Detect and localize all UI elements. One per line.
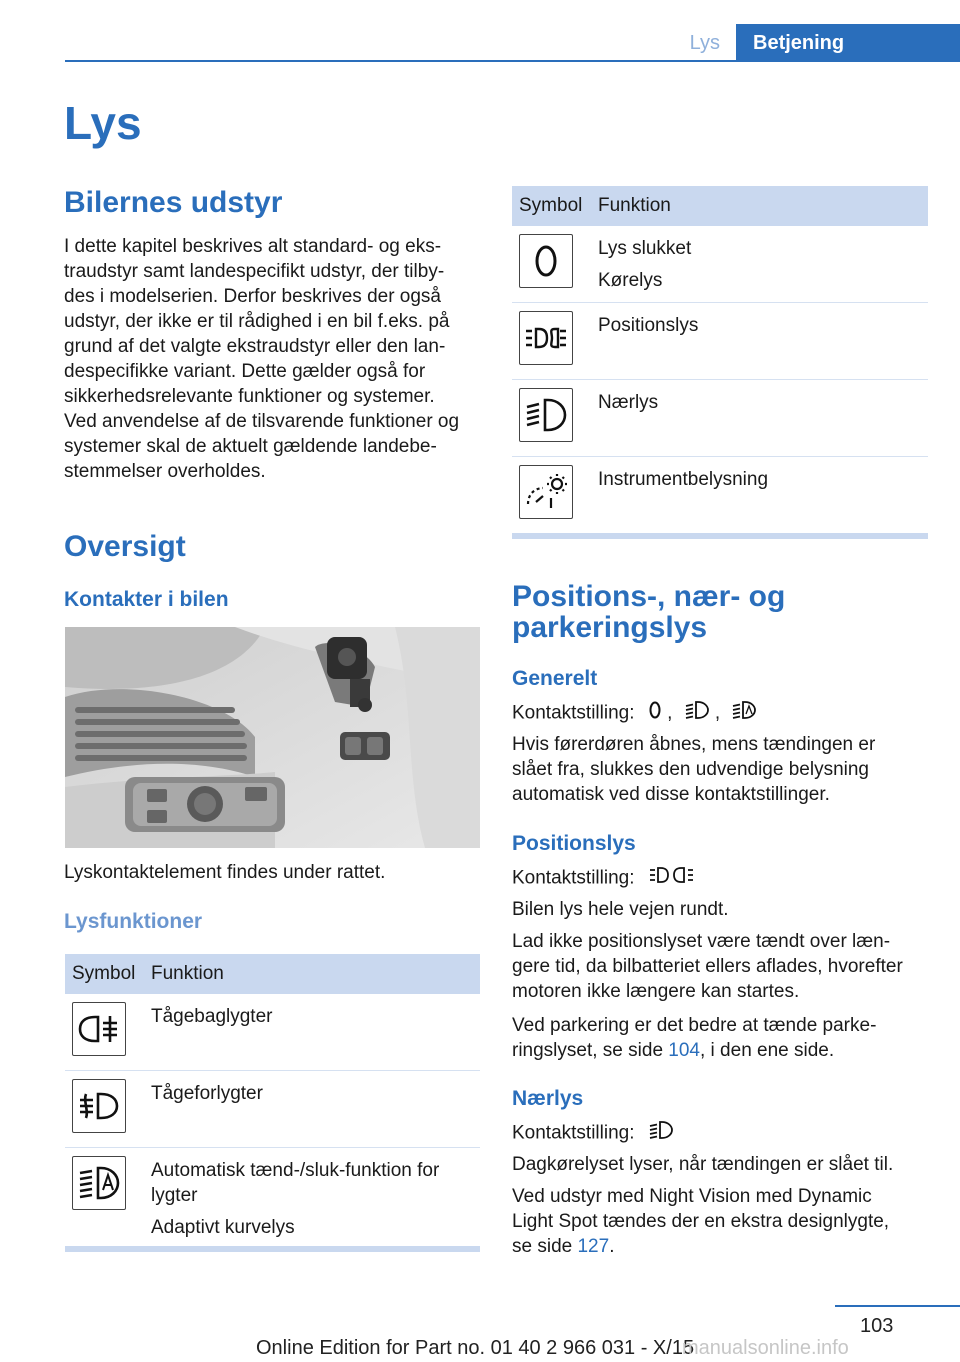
rear-fog-light-icon xyxy=(72,1002,126,1056)
page-link-104[interactable]: 104 xyxy=(668,1040,700,1061)
text-line: udstyr, der ikke er til rådighed i en bil f.eks. på xyxy=(64,311,450,332)
zero-position-icon xyxy=(519,234,573,288)
heading-kontakter: Kontakter i bilen xyxy=(64,588,229,611)
kontakt-label: Kontaktstilling: xyxy=(512,702,635,724)
low-beam-icon xyxy=(519,388,573,442)
heading-generelt: Generelt xyxy=(512,667,598,690)
separator: , xyxy=(714,702,721,724)
page-number: 103 xyxy=(860,1315,894,1337)
row-function-text: Adaptivt kurvelys xyxy=(151,1217,295,1238)
page-header xyxy=(0,0,960,62)
text-line: motoren ikke længere kan startes. xyxy=(512,981,800,1002)
row-function-text: Tågeforlygter xyxy=(151,1083,263,1104)
parking-light-icon xyxy=(519,311,573,365)
text-line: slået fra, slukkes den udvendige belysning xyxy=(512,759,870,780)
udstyr-paragraph xyxy=(64,234,484,484)
text-line: Ved udstyr med Night Vision med Dynamic xyxy=(512,1186,872,1207)
col-symbol-header: Symbol xyxy=(519,195,583,216)
text-line: traudstyr samt landespecifikt udstyr, der tilby- xyxy=(64,261,445,282)
row-function-text: Instrumentbelysning xyxy=(598,469,769,490)
header-chapter-tab: Betjening xyxy=(736,24,960,62)
positionslys-p2 xyxy=(512,929,942,1004)
text-line: Ved parkering er det bedre at tænde parke- xyxy=(512,1015,877,1036)
table-header xyxy=(65,954,480,994)
heading-bilernes-udstyr: Bilernes udstyr xyxy=(64,186,283,219)
row-function-text: Lys slukket xyxy=(598,238,692,259)
table-header xyxy=(512,186,928,226)
naerlys-p1: Dagkørelyset lyser, når tændingen er slået til. xyxy=(512,1154,894,1175)
text-line: automatisk ved disse kontaktstillinger. xyxy=(512,784,830,805)
row-function-text: Kørelys xyxy=(598,270,663,291)
table-row xyxy=(512,303,928,380)
footer-edition: Online Edition for Part no. 01 40 2 966 031 - X/15 xyxy=(256,1337,695,1359)
generelt-paragraph xyxy=(512,732,932,807)
naerlys-p2 xyxy=(512,1184,942,1259)
heading-naerlys: Nærlys xyxy=(512,1087,584,1110)
positionslys-kontakt-line xyxy=(512,865,696,892)
col-symbol-header: Symbol xyxy=(72,963,136,984)
heading-positions-naer-parkeringslys xyxy=(512,581,785,643)
text-line: Light Spot tændes der en ekstra designlygte, xyxy=(512,1211,890,1232)
photo-caption: Lyskontaktelement findes under rattet. xyxy=(64,862,386,883)
table-row xyxy=(512,457,928,533)
separator: , xyxy=(667,702,673,724)
table-bottom-rule xyxy=(512,533,928,539)
zero-position-icon xyxy=(648,700,662,727)
header-rule xyxy=(65,60,960,62)
page-link-127[interactable]: 127 xyxy=(577,1236,610,1257)
heading-line: Positions-, nær- og xyxy=(512,580,786,613)
table-row xyxy=(512,380,928,457)
generelt-kontakt-line xyxy=(512,700,932,727)
table-row xyxy=(65,994,480,1071)
col-funktion-header: Funktion xyxy=(598,195,671,216)
text-line xyxy=(512,1038,942,1063)
text-line: despecifikke variant. Dette gælder også for xyxy=(64,361,426,382)
footer-rule xyxy=(835,1305,960,1307)
text-line: stemmelser overholdes. xyxy=(64,461,266,482)
parking-light-icon xyxy=(648,865,696,892)
heading-lysfunktioner xyxy=(64,910,202,934)
heading-lysfunktioner-text: Lysfunktioner xyxy=(64,910,203,933)
table-row xyxy=(512,226,928,303)
low-beam-icon xyxy=(648,1120,674,1147)
text-line: I dette kapitel beskrives alt standard- og eks- xyxy=(64,236,442,257)
positionslys-p1: Bilen lys hele vejen rundt. xyxy=(512,899,729,920)
header-section: Lys xyxy=(689,32,720,54)
row-function-text: Nærlys xyxy=(598,392,659,413)
auto-headlight-icon xyxy=(731,700,757,727)
text-line: Lad ikke positionslyset være tændt over læn- xyxy=(512,931,891,952)
dashboard-light-switch-photo xyxy=(65,627,480,848)
row-function-text: lygter xyxy=(151,1185,198,1206)
page-title: Lys xyxy=(64,97,142,149)
text-line: gere tid, da bilbatteriet ellers aflades, hvorefter xyxy=(512,956,903,977)
text-line xyxy=(512,1234,942,1259)
table-row xyxy=(65,1071,480,1148)
text-line: des i modelserien. Derfor beskrives der også xyxy=(64,286,442,307)
light-switch-table xyxy=(512,186,928,539)
heading-positionslys: Positionslys xyxy=(512,832,636,855)
text-fragment: se side xyxy=(512,1236,578,1257)
row-function-text: Tågebaglygter xyxy=(151,1006,273,1027)
text-line: Ved anvendelse af de tilsvarende funktioner og xyxy=(64,411,460,432)
positionslys-p3 xyxy=(512,1013,942,1063)
text-line: sikkerhedsrelevante funktioner og systemer. xyxy=(64,386,435,407)
col-funktion-header: Funktion xyxy=(151,963,224,984)
text-fragment: ringslyset, se side xyxy=(512,1040,669,1061)
text-line: systemer skal de aktuelt gældende landebe- xyxy=(64,436,437,457)
kontakt-label: Kontaktstilling: xyxy=(512,1122,635,1144)
low-beam-icon xyxy=(684,700,710,727)
auto-headlight-icon xyxy=(72,1156,126,1210)
heading-oversigt: Oversigt xyxy=(64,530,186,563)
kontakt-label: Kontaktstilling: xyxy=(512,867,635,889)
naerlys-kontakt-line xyxy=(512,1120,674,1147)
table-row xyxy=(65,1148,480,1246)
text-fragment: , i den ene side. xyxy=(700,1040,835,1061)
table-bottom-rule xyxy=(65,1246,480,1252)
row-function-text: Automatisk tænd-/sluk-funktion for xyxy=(151,1160,440,1181)
row-function-text: Positionslys xyxy=(598,315,699,336)
lysfunktioner-table xyxy=(65,954,480,1252)
text-line: Hvis førerdøren åbnes, mens tændingen er xyxy=(512,734,876,755)
front-fog-light-icon xyxy=(72,1079,126,1133)
footer-watermark: manualsonline.info xyxy=(682,1337,849,1359)
instrument-lighting-icon xyxy=(519,465,573,519)
text-fragment: . xyxy=(609,1236,615,1257)
heading-line: parkeringslys xyxy=(512,611,708,644)
text-line: grund af det valgte ekstraudstyr eller den lan- xyxy=(64,336,446,357)
